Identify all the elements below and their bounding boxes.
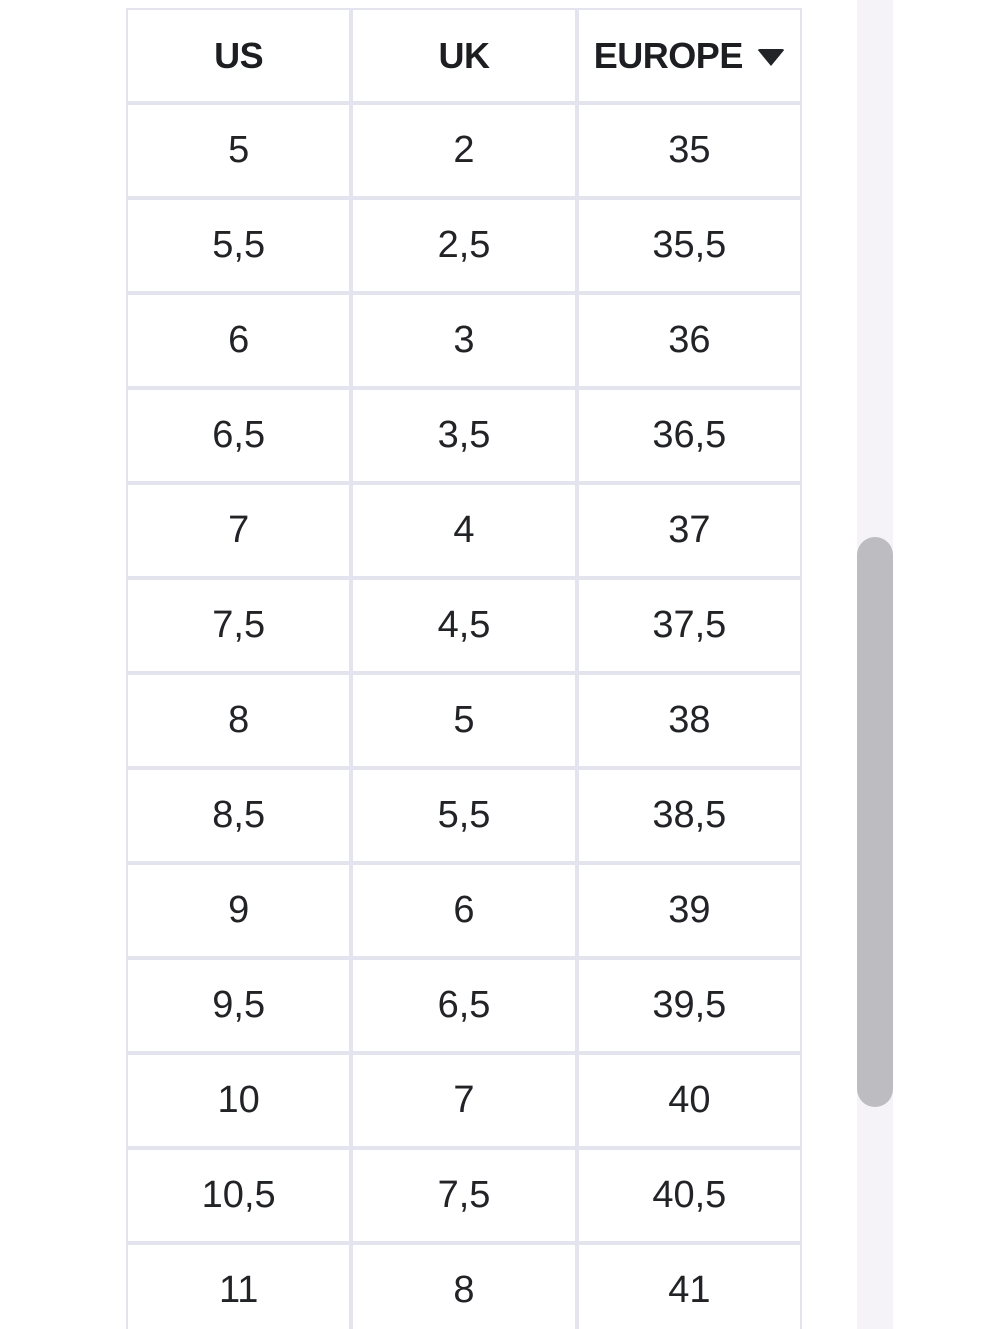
size-cell: 5,5	[126, 198, 351, 293]
size-cell: 11	[126, 1243, 351, 1329]
column-header-label: EUROPE	[593, 34, 743, 76]
size-cell: 35,5	[577, 198, 802, 293]
size-cell: 7	[351, 1053, 576, 1148]
size-cell: 5	[351, 673, 576, 768]
size-cell: 38,5	[577, 768, 802, 863]
size-cell: 8	[351, 1243, 576, 1329]
size-cell: 7,5	[351, 1148, 576, 1243]
size-cell: 6	[351, 863, 576, 958]
size-cell: 4	[351, 483, 576, 578]
size-cell: 37	[577, 483, 802, 578]
size-cell: 8,5	[126, 768, 351, 863]
table-row	[126, 1243, 802, 1329]
table-row	[126, 103, 802, 198]
size-cell: 10	[126, 1053, 351, 1148]
size-cell: 5	[126, 103, 351, 198]
size-cell: 36,5	[577, 388, 802, 483]
table-row	[126, 958, 802, 1053]
size-cell: 2,5	[351, 198, 576, 293]
table-row	[126, 768, 802, 863]
size-cell: 8	[126, 673, 351, 768]
table-row	[126, 388, 802, 483]
column-header-label: US	[214, 34, 264, 76]
caret-down-icon	[757, 49, 785, 66]
size-cell: 38	[577, 673, 802, 768]
table-row	[126, 673, 802, 768]
size-cell: 3	[351, 293, 576, 388]
size-cell: 40,5	[577, 1148, 802, 1243]
size-cell: 7,5	[126, 578, 351, 673]
size-cell: 4,5	[351, 578, 576, 673]
size-cell: 3,5	[351, 388, 576, 483]
table-row	[126, 293, 802, 388]
size-cell: 7	[126, 483, 351, 578]
table-row	[126, 578, 802, 673]
size-cell: 10,5	[126, 1148, 351, 1243]
size-cell: 37,5	[577, 578, 802, 673]
column-header-uk	[351, 8, 576, 103]
column-header-label: UK	[438, 34, 490, 76]
size-cell: 41	[577, 1243, 802, 1329]
size-cell: 6,5	[351, 958, 576, 1053]
column-header-europe[interactable]	[577, 8, 802, 103]
size-cell: 9,5	[126, 958, 351, 1053]
size-cell: 40	[577, 1053, 802, 1148]
table-row	[126, 198, 802, 293]
size-cell: 6	[126, 293, 351, 388]
size-cell: 39	[577, 863, 802, 958]
scrollbar-track[interactable]	[857, 0, 893, 1329]
table-row	[126, 1148, 802, 1243]
size-cell: 6,5	[126, 388, 351, 483]
table-row	[126, 1053, 802, 1148]
header-row	[126, 8, 802, 103]
size-cell: 9	[126, 863, 351, 958]
size-cell: 2	[351, 103, 576, 198]
scrollbar-thumb[interactable]	[857, 537, 893, 1107]
size-cell: 5,5	[351, 768, 576, 863]
table-row	[126, 483, 802, 578]
size-cell: 35	[577, 103, 802, 198]
size-conversion-table	[126, 8, 802, 1329]
size-cell: 36	[577, 293, 802, 388]
size-cell: 39,5	[577, 958, 802, 1053]
table-row	[126, 863, 802, 958]
column-header-us	[126, 8, 351, 103]
